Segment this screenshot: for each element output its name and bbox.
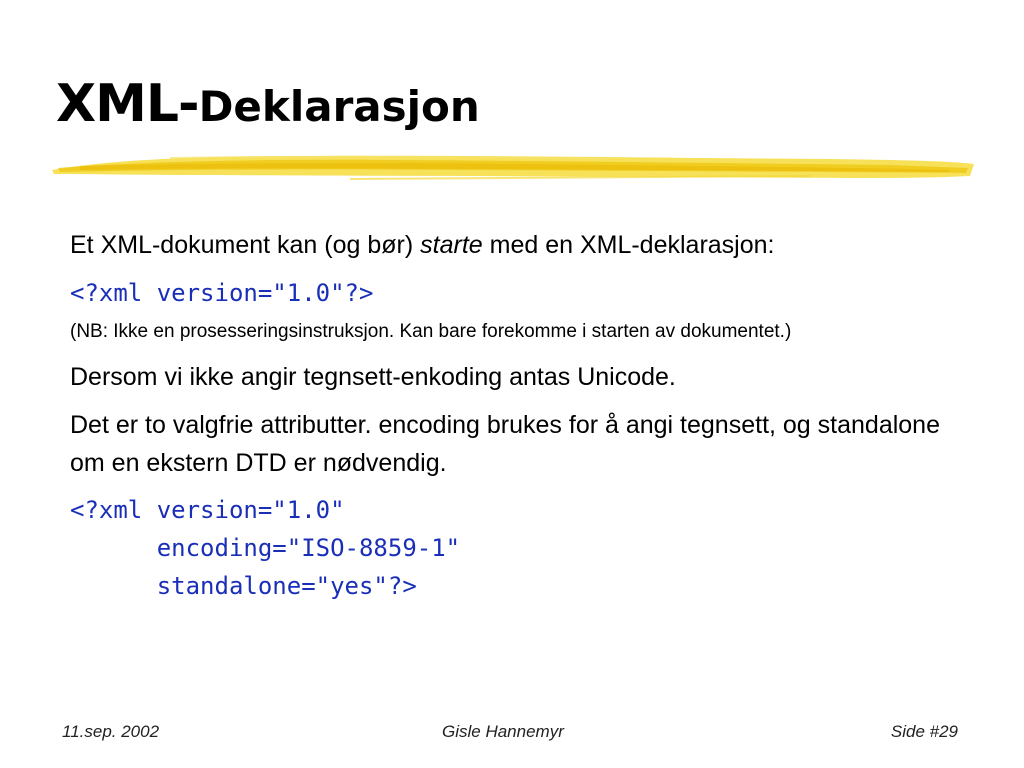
intro-text-start: Et XML-dokument kan (og bør) [70, 231, 421, 259]
slide-body [70, 226, 970, 605]
slide-title [56, 74, 480, 134]
intro-paragraph [70, 226, 970, 264]
unicode-paragraph: Dersom vi ikke angir tegnsett-enkoding antas Unicode. [70, 363, 676, 391]
code-example-full: <?xml version="1.0" encoding="ISO-8859-1" standalone="yes"?> [70, 496, 461, 600]
slide-title-rest: Deklarasjon [198, 82, 480, 131]
emphasis-word: starte [420, 231, 483, 259]
code-example-simple: <?xml version="1.0"?> [70, 279, 374, 307]
footer-author: Gisle Hannemyr [442, 722, 564, 741]
footer-date: 11.sep. 2002 [62, 722, 160, 741]
intro-text-end: med en XML-deklarasjon: [482, 231, 775, 259]
slide-title-main: XML- [56, 74, 199, 134]
yellow-brush-underline [50, 146, 976, 186]
footer-page-number: Side #29 [890, 722, 958, 741]
note-paragraph: (NB: Ikke en prosesseringsinstruksjon. Kan bare forekomme i starten av dokumentet.) [70, 321, 792, 342]
attributes-paragraph: Det er to valgfrie attributter. encoding brukes for å angi tegnsett, og standalone om en ekstern DTD er nødvendig. [70, 411, 940, 477]
